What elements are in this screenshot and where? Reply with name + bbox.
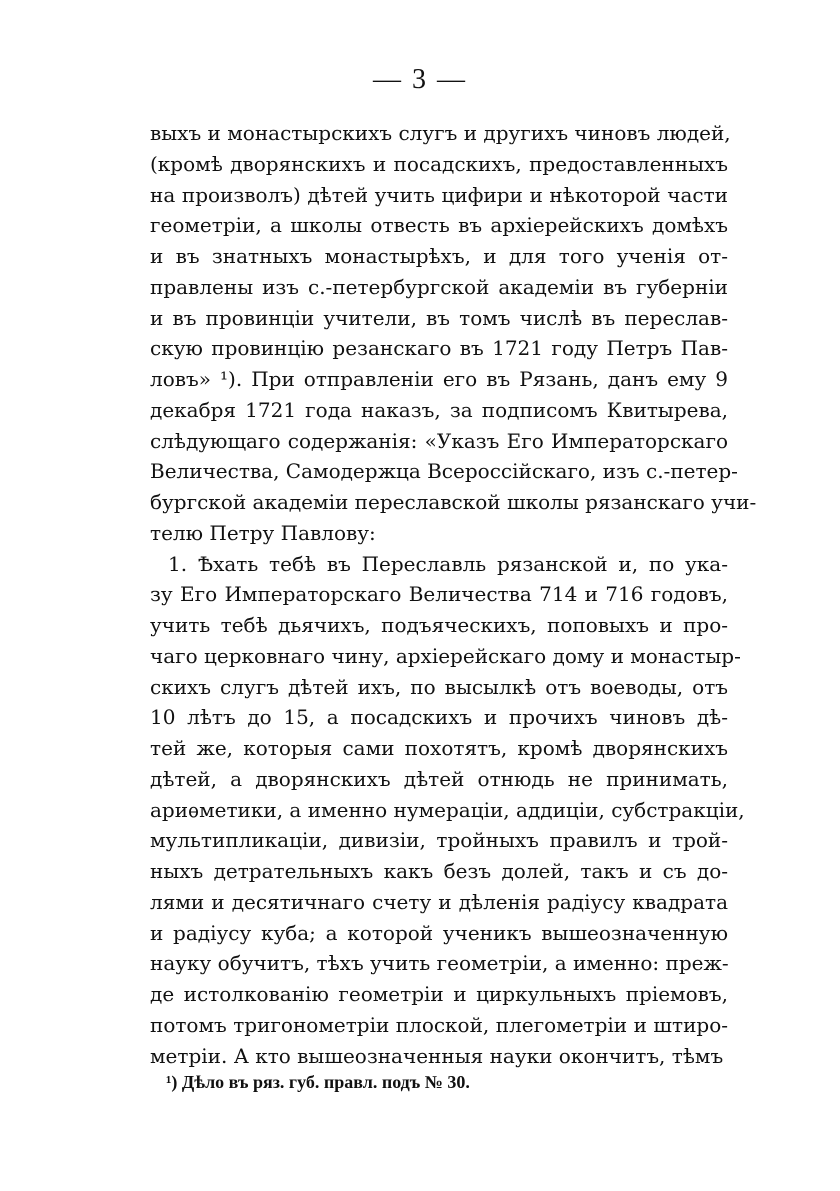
text-line: правлены изъ с.-петербургской академіи въ губерніи: [150, 274, 728, 299]
text-line: и въ провинціи учители, въ томъ числѣ въ переслав-: [150, 305, 728, 330]
text-line: декабря 1721 года наказъ, за подписомъ Квитырева,: [150, 397, 728, 422]
text-line: мультипликаціи, дивизіи, тройныхъ правилъ и трой-: [150, 828, 728, 853]
text-line: телю Петру Павлову:: [150, 520, 376, 545]
text-line: ныхъ детрательныхъ какъ безъ долей, такъ и съ до-: [150, 859, 728, 883]
page-number: — 3 —: [373, 64, 467, 95]
text-line: геометріи, а школы отвесть въ архіерейскихъ домѣхъ: [150, 213, 728, 238]
text-line: Величества, Самодержца Всероссійскаго, изъ с.-петер-: [150, 459, 738, 484]
text-line: скихъ слугъ дѣтей ихъ, по высылкѣ отъ воеводы, отъ: [150, 674, 728, 699]
text-line: скую провинцію резанскаго въ 1721 году Петръ Пав-: [150, 336, 728, 361]
text-line: ловъ» ¹). При отправленіи его въ Рязань, данъ ему 9: [150, 367, 728, 391]
text-line: дѣтей, а дворянскихъ дѣтей отнюдь не принимать,: [150, 766, 728, 791]
text-line: 10 лѣтъ до 15, а посадскихъ и прочихъ чиновъ дѣ-: [150, 705, 728, 730]
text-line: слѣдующаго содержанія: «Указъ Его Императорскаго: [150, 428, 728, 453]
footnote: ¹) Дѣло въ ряз. губ. правл. подъ № 30.: [166, 1072, 470, 1092]
text-line: и въ знатныхъ монастырѣхъ, и для того ученія от-: [150, 244, 728, 268]
text-line: выхъ и монастырскихъ слугъ и другихъ чиновъ людей,: [150, 121, 731, 145]
text-line: чаго церковнаго чину, архіерейскаго дому и монастыр-: [150, 643, 741, 668]
text-line: учить тебѣ дьячихъ, подъяческихъ, поповыхъ и про-: [150, 613, 728, 637]
text-line: 1. Ѣхать тебѣ въ Переславль рязанской и, по ука-: [168, 551, 728, 576]
text-line: и радіусу куба; а которой ученикъ вышеозначенную: [150, 920, 728, 945]
text-line: бургской академіи переславской школы рязанскаго учи-: [150, 490, 757, 514]
body-text: [150, 118, 757, 1071]
text-line: на произволъ) дѣтей учить цифири и нѣкоторой части: [150, 182, 728, 207]
text-line: науку обучитъ, тѣхъ учить геометріи, а именно: преж-: [150, 951, 729, 976]
text-line: ариѳметики, а именно нумераціи, аддиціи, субстракціи,: [150, 797, 745, 822]
text-line: (кромѣ дворянскихъ и посадскихъ, предоставленныхъ: [150, 151, 728, 176]
text-line: метріи. А кто вышеозначенныя науки окончитъ, тѣмъ: [150, 1043, 724, 1068]
text-line: лями и десятичнаго счету и дѣленія радіусу квадрата: [150, 889, 728, 914]
text-line: потомъ тригонометріи плоской, плегометріи и штиро-: [150, 1012, 728, 1037]
text-line: де истолкованію геометріи и циркульныхъ пріемовъ,: [150, 982, 728, 1006]
text-line: зу Его Императорскаго Величества 714 и 716 годовъ,: [150, 582, 728, 607]
text-line: тей же, которыя сами похотятъ, кромѣ дворянскихъ: [150, 736, 728, 760]
